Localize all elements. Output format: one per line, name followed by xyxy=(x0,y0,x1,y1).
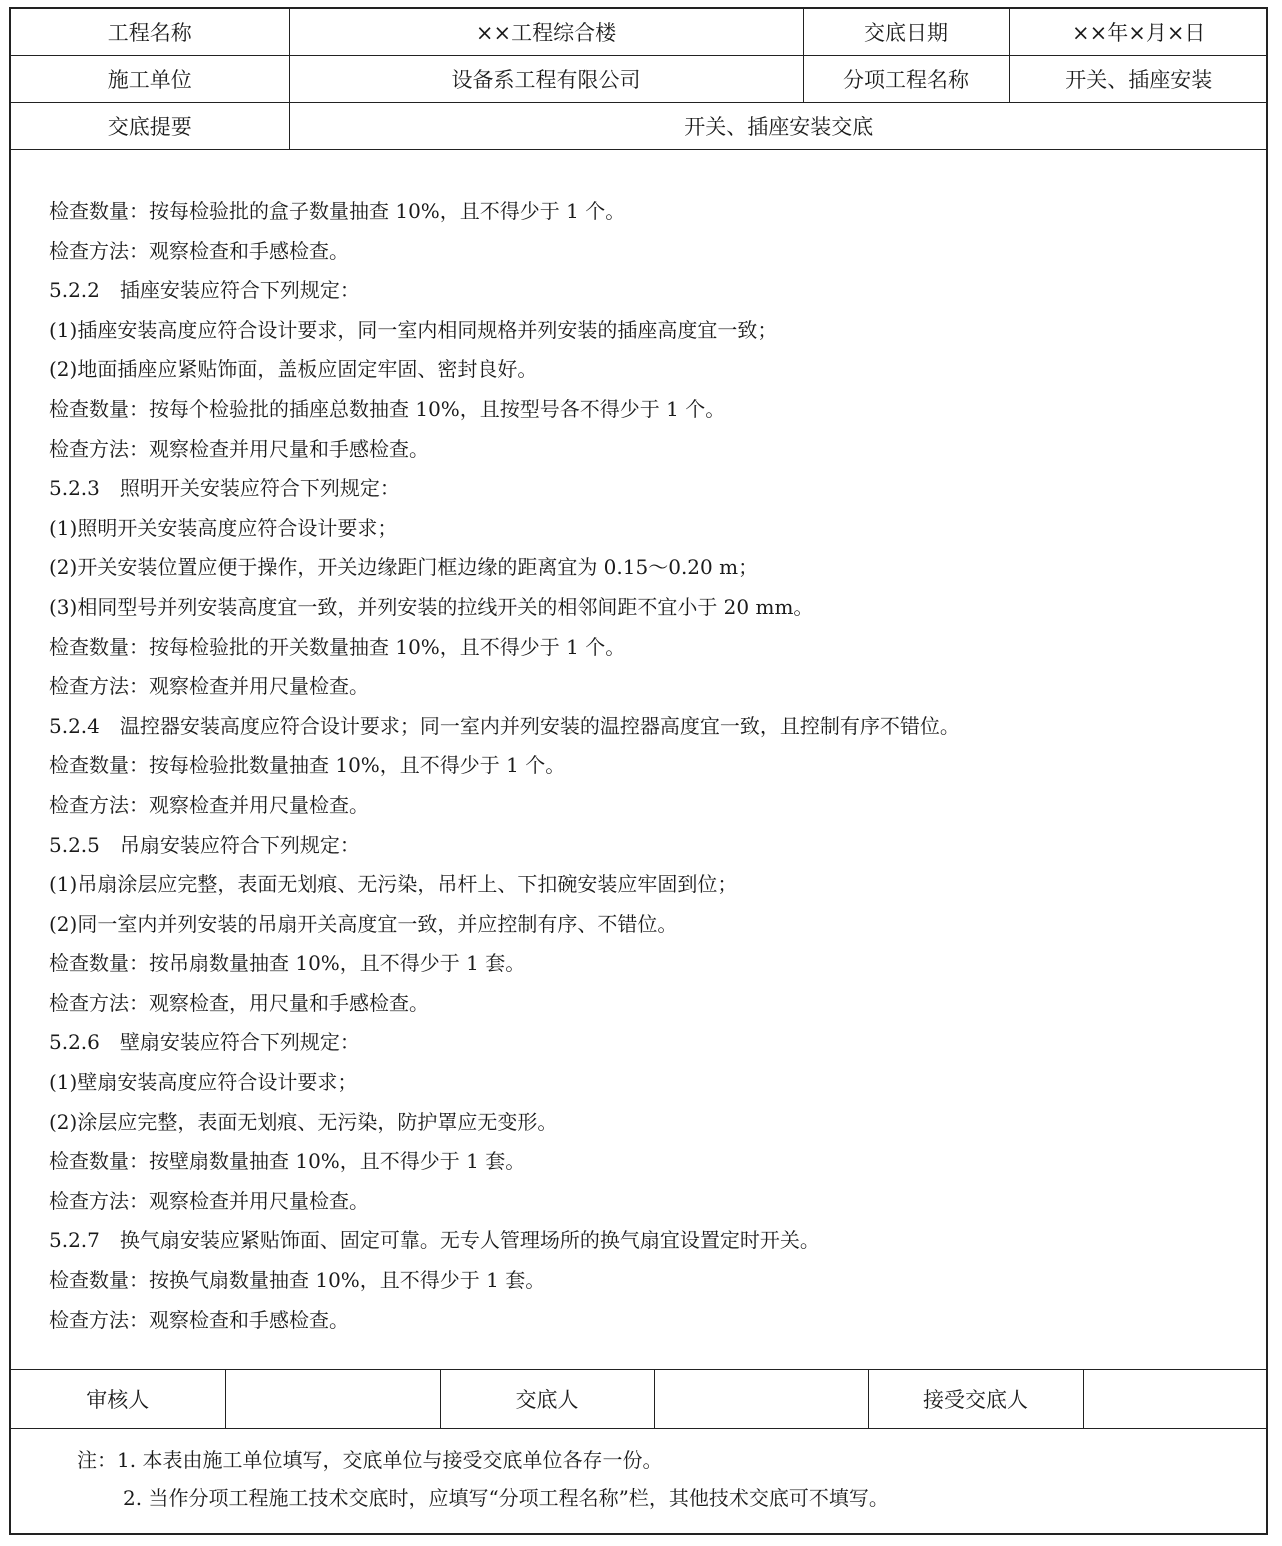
header-row-1 xyxy=(11,9,1268,56)
date-label: 交底日期 xyxy=(803,9,1009,56)
content-line: 检查数量：按换气扇数量抽查 10%，且不得少于 1 套。 xyxy=(49,1268,546,1293)
summary-value: 开关、插座安装交底 xyxy=(289,103,1268,150)
content-line: 5.2.7 换气扇安装应紧贴饰面、固定可靠。无专人管理场所的换气扇宜设置定时开关。 xyxy=(49,1228,820,1253)
content-line: 检查数量：按吊扇数量抽查 10%，且不得少于 1 套。 xyxy=(49,951,526,976)
content-line: (2)地面插座应紧贴饰面，盖板应固定牢固、密封良好。 xyxy=(49,357,538,382)
content-line: 检查数量：按每检验批的开关数量抽查 10%，且不得少于 1 个。 xyxy=(49,634,626,659)
content-line: (2)开关安装位置应便于操作，开关边缘距门框边缘的距离宜为 0.15～0.20 m； xyxy=(49,555,759,580)
signature-row xyxy=(11,1370,1268,1429)
content-line: (3)相同型号并列安装高度宜一致，并列安装的拉线开关的相邻间距不宜小于 20 mm。 xyxy=(49,594,814,619)
summary-label: 交底提要 xyxy=(11,103,289,150)
content-line: 5.2.6 壁扇安装应符合下列规定： xyxy=(49,1030,360,1055)
content-line: 检查方法：观察检查并用尺量检查。 xyxy=(49,1188,369,1213)
signature-table xyxy=(11,1369,1268,1429)
content-line: 检查方法：观察检查和手感检查。 xyxy=(49,1307,349,1332)
content-line: 检查方法：观察检查并用尺量和手感检查。 xyxy=(49,436,429,461)
content-line: (1)照明开关安装高度应符合设计要求； xyxy=(49,515,398,540)
note-1: 注：1. 本表由施工单位填写，交底单位与接受交底单位各存一份。 xyxy=(77,1448,663,1472)
subitem-label: 分项工程名称 xyxy=(803,56,1009,103)
project-name-label: 工程名称 xyxy=(11,9,289,56)
reviewer-field[interactable] xyxy=(225,1370,440,1429)
unit-value: 设备系工程有限公司 xyxy=(289,56,803,103)
content-line: 检查数量：按每检验批的盒子数量抽查 10%，且不得少于 1 个。 xyxy=(49,199,626,223)
content-line: 检查方法：观察检查并用尺量检查。 xyxy=(49,792,369,817)
header-row-3 xyxy=(11,103,1268,150)
receiver-field[interactable] xyxy=(1083,1370,1268,1429)
date-value: ××年×月×日 xyxy=(1009,9,1268,56)
header-row-2 xyxy=(11,56,1268,103)
header-table xyxy=(11,9,1268,150)
content-body xyxy=(49,192,1249,1340)
reviewer-label: 审核人 xyxy=(11,1370,225,1429)
content-line: 检查数量：按每检验批数量抽查 10%，且不得少于 1 个。 xyxy=(49,753,566,778)
receiver-label: 接受交底人 xyxy=(868,1370,1083,1429)
content-line: 5.2.3 照明开关安装应符合下列规定： xyxy=(49,476,400,501)
content-line: 检查数量：按壁扇数量抽查 10%，且不得少于 1 套。 xyxy=(49,1149,526,1174)
content-line: 5.2.5 吊扇安装应符合下列规定： xyxy=(49,832,360,857)
content-line: 检查方法：观察检查和手感检查。 xyxy=(49,238,349,263)
content-line: (1)插座安装高度应符合设计要求，同一室内相同规格并列安装的插座高度宜一致； xyxy=(49,317,778,342)
content-line: (1)壁扇安装高度应符合设计要求； xyxy=(49,1070,358,1095)
presenter-field[interactable] xyxy=(654,1370,868,1429)
note-2: 2. 当作分项工程施工技术交底时，应填写“分项工程名称”栏，其他技术交底可不填写。 xyxy=(123,1486,889,1510)
content-line: 检查方法：观察检查，用尺量和手感检查。 xyxy=(49,990,429,1015)
content-line: (1)吊扇涂层应完整，表面无划痕、无污染，吊杆上、下扣碗安装应牢固到位； xyxy=(49,872,738,897)
presenter-label: 交底人 xyxy=(440,1370,654,1429)
notes-section xyxy=(77,1441,1257,1517)
content-line: 5.2.4 温控器安装高度应符合设计要求；同一室内并列安装的温控器高度宜一致，且控制有序不错位。 xyxy=(49,713,960,738)
content-line: 检查数量：按每个检验批的插座总数抽查 10%，且按型号各不得少于 1 个。 xyxy=(49,396,726,421)
unit-label: 施工单位 xyxy=(11,56,289,103)
content-line: (2)涂层应完整，表面无划痕、无污染，防护罩应无变形。 xyxy=(49,1109,558,1134)
disclosure-form xyxy=(9,7,1268,1535)
project-name-value: ××工程综合楼 xyxy=(289,9,803,56)
content-line: (2)同一室内并列安装的吊扇开关高度宜一致，并应控制有序、不错位。 xyxy=(49,911,678,936)
subitem-value: 开关、插座安装 xyxy=(1009,56,1268,103)
content-line: 检查方法：观察检查并用尺量检查。 xyxy=(49,674,369,699)
content-line: 5.2.2 插座安装应符合下列规定： xyxy=(49,278,360,303)
